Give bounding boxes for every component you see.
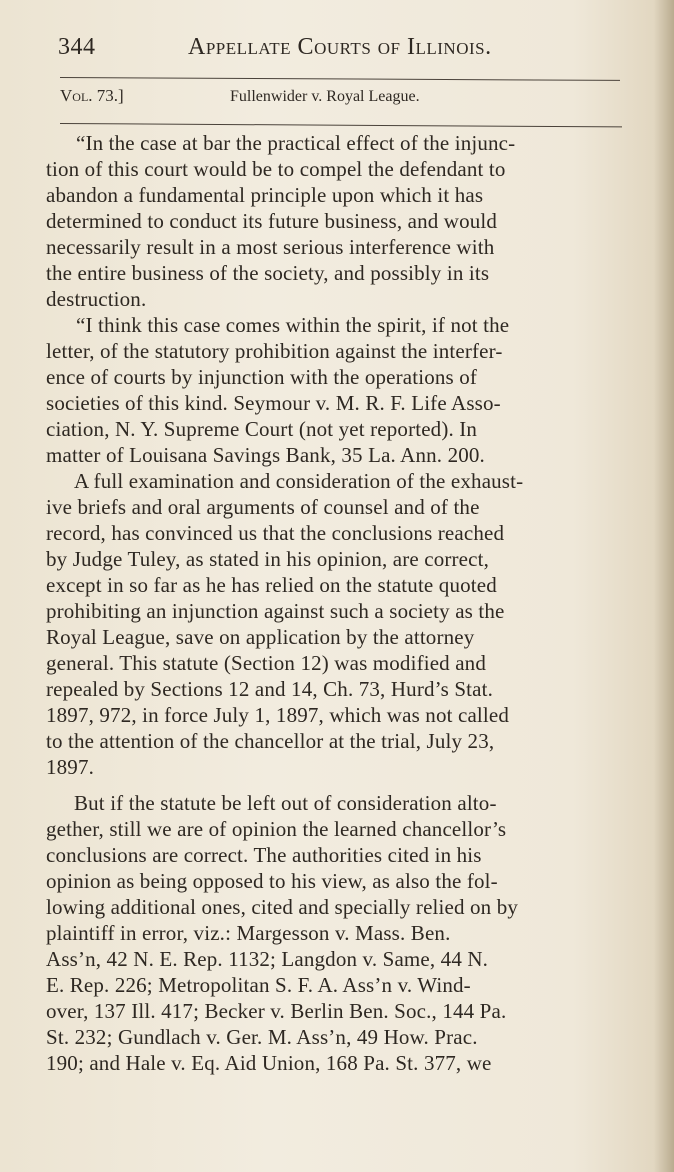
text-line: ive briefs and oral arguments of counsel and of the [46, 495, 480, 519]
header-rule-bottom [60, 123, 622, 127]
text-line: Ass’n, 42 N. E. Rep. 1132; Langdon v. Same, 44 N. [46, 947, 489, 971]
text-line: tion of this court would be to compel the defendant to [46, 157, 506, 181]
text-line: “I think this case comes within the spirit, if not the [76, 313, 510, 337]
paragraph [46, 790, 620, 1076]
text-line: letter, of the statutory prohibition against the interfer- [46, 339, 503, 363]
text-line: 190; and Hale v. Eq. Aid Union, 168 Pa. St. 377, we [46, 1051, 492, 1075]
text-line: prohibiting an injunction against such a society as the [46, 599, 505, 623]
text-line: the entire business of the society, and possibly in its [46, 261, 490, 285]
text-line: plaintiff in error, viz.: Margesson v. Mass. Ben. [46, 921, 451, 945]
text-line: to the attention of the chancellor at the trial, July 23, [46, 729, 495, 753]
body-text [46, 130, 620, 1076]
text-line: abandon a fundamental principle upon which it has [46, 183, 484, 207]
page-header [58, 30, 658, 70]
text-line: conclusions are correct. The authorities cited in his [46, 843, 482, 867]
text-line: record, has convinced us that the conclusions reached [46, 521, 505, 545]
text-line: gether, still we are of opinion the learned chancellor’s [46, 817, 507, 841]
header-rule-top [60, 77, 620, 81]
running-title: Appellate Courts of Illinois. [188, 34, 492, 60]
text-line: societies of this kind. Seymour v. M. R. F. Life Asso- [46, 391, 501, 415]
text-line: ence of courts by injunction with the operations of [46, 365, 478, 389]
text-line: ciation, N. Y. Supreme Court (not yet reported). In [46, 417, 478, 441]
text-line: except in so far as he has relied on the statute quoted [46, 573, 497, 597]
text-line: “In the case at bar the practical effect of the injunc- [76, 131, 516, 155]
text-line: A full examination and consideration of the exhaust- [74, 469, 524, 493]
text-line: lowing additional ones, cited and specially relied on by [46, 895, 519, 919]
text-line: necessarily result in a most serious interference with [46, 235, 495, 259]
case-subheader [60, 86, 620, 112]
volume-label: Vol. 73.] [60, 86, 124, 105]
paragraph [46, 468, 620, 780]
text-line: destruction. [46, 287, 147, 311]
text-line: 1897, 972, in force July 1, 1897, which was not called [46, 703, 510, 727]
text-line: 1897. [46, 755, 94, 779]
paragraph [46, 312, 620, 468]
text-line: over, 137 Ill. 417; Becker v. Berlin Ben. Soc., 144 Pa. [46, 999, 507, 1023]
text-line: by Judge Tuley, as stated in his opinion, are correct, [46, 547, 489, 571]
text-line: matter of Louisana Savings Bank, 35 La. Ann. 200. [46, 443, 485, 467]
text-line: general. This statute (Section 12) was modified and [46, 651, 486, 675]
text-line: But if the statute be left out of consideration alto- [74, 791, 497, 815]
case-title: Fullenwider v. Royal League. [230, 88, 420, 105]
text-line: repealed by Sections 12 and 14, Ch. 73, Hurd’s Stat. [46, 677, 493, 701]
text-line: opinion as being opposed to his view, as also the fol- [46, 869, 498, 893]
text-line: determined to conduct its future business, and would [46, 209, 498, 233]
text-line: St. 232; Gundlach v. Ger. M. Ass’n, 49 How. Prac. [46, 1025, 478, 1049]
paragraph [46, 130, 620, 312]
page-number: 344 [58, 34, 96, 60]
text-line: E. Rep. 226; Metropolitan S. F. A. Ass’n v. Wind- [46, 973, 471, 997]
text-line: Royal League, save on application by the attorney [46, 625, 475, 649]
